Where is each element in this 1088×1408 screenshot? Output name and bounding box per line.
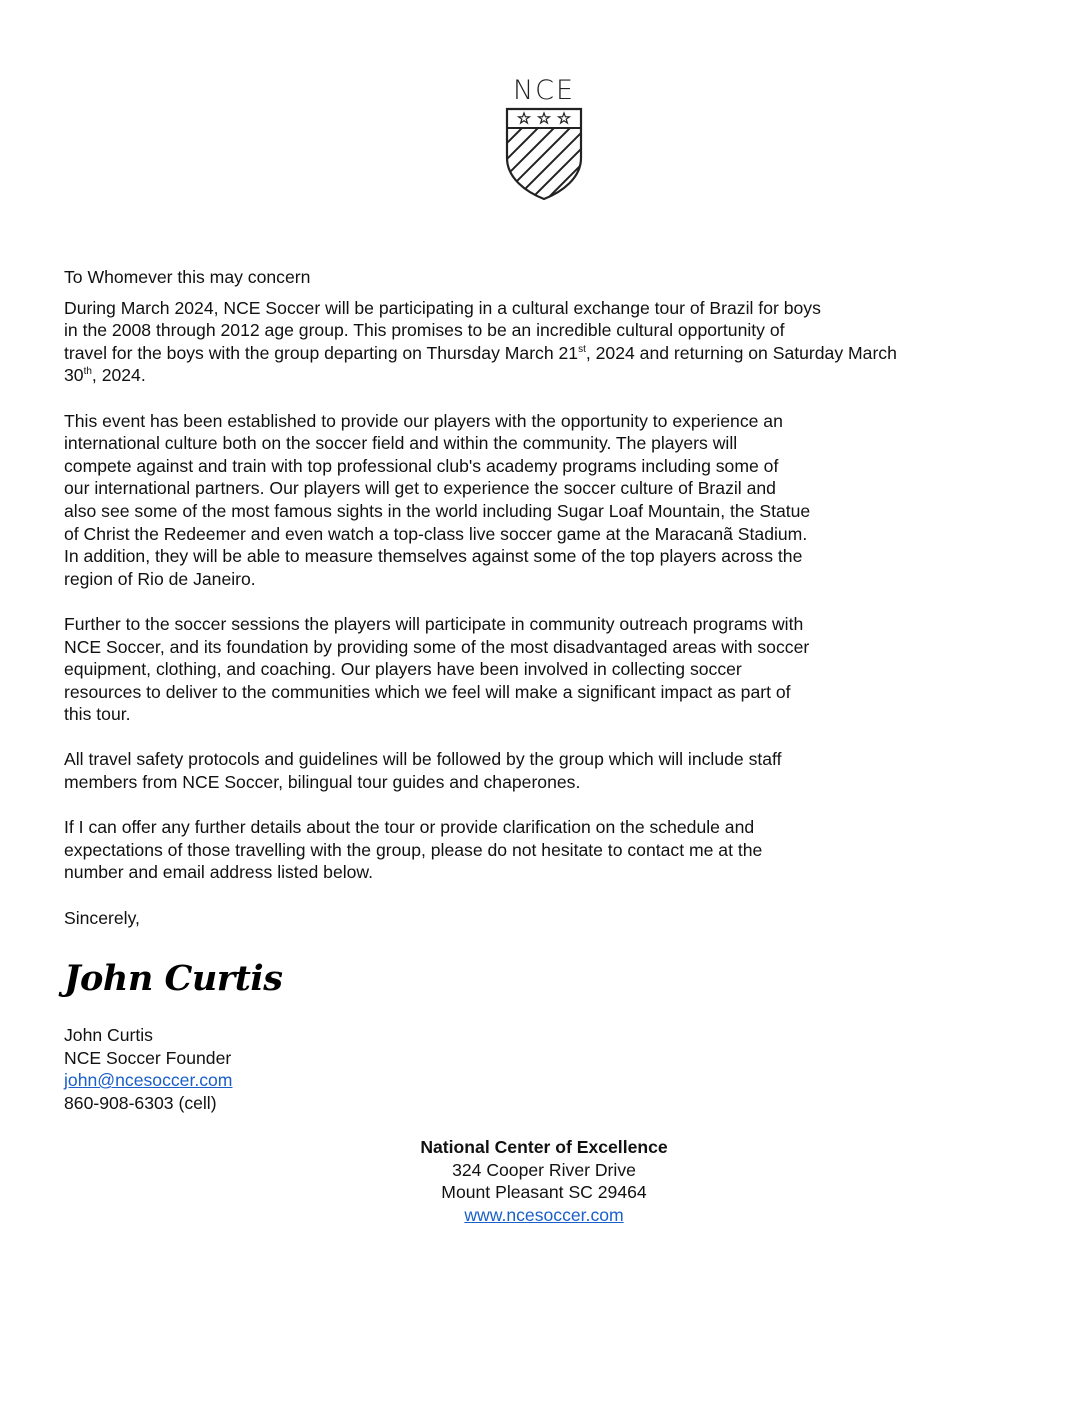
paragraph-line: During March 2024, NCE Soccer will be participating in a cultural exchange tour of Brazil for boys (64, 297, 821, 318)
paragraph-outreach (64, 613, 1024, 726)
shield-three-stars-logo-icon (504, 106, 584, 202)
paragraph-line: expectations of those travelling with the group, please do not hesitate to contact me at the (64, 839, 763, 860)
paragraph-line: international culture both on the soccer field and within the community. The players will (64, 433, 738, 454)
text-fragment: travel for the boys with the group departing on Thursday March 21 (64, 342, 579, 363)
paragraph-safety (64, 748, 1024, 793)
paragraph-line: This event has been established to provide our players with the opportunity to experience an (64, 410, 783, 431)
org-name: National Center of Excellence (420, 1137, 668, 1157)
nce-logo (502, 76, 586, 202)
paragraph-line: in the 2008 through 2012 age group. This promises to be an incredible cultural opportunity of (64, 320, 785, 341)
letter-body (64, 266, 1024, 929)
website-link[interactable]: www.ncesoccer.com (464, 1204, 624, 1225)
closing: Sincerely, (64, 907, 140, 928)
footer-address (0, 1136, 1088, 1226)
paragraph-line: NCE Soccer, and its foundation by providing some of the most disadvantaged areas with soccer (64, 636, 810, 657)
ordinal-suffix: th (83, 366, 92, 378)
paragraph-contact (64, 816, 1024, 884)
street-address: 324 Cooper River Drive (452, 1159, 636, 1180)
paragraph-line: of Christ the Redeemer and even watch a top-class live soccer game at the Maracanã Stadium. (64, 523, 808, 544)
city-state-zip: Mount Pleasant SC 29464 (441, 1182, 647, 1203)
text-fragment: , 2024. (91, 365, 146, 386)
email-link[interactable]: john@ncesoccer.com (64, 1070, 233, 1091)
paragraph-line: members from NCE Soccer, bilingual tour guides and chaperones. (64, 772, 581, 793)
logo-text: NCE (512, 75, 576, 106)
paragraph-event (64, 410, 1024, 591)
ordinal-suffix: st (578, 343, 586, 355)
paragraph-line: region of Rio de Janeiro. (64, 568, 256, 589)
paragraph-line: also see some of the most famous sights in the world including Sugar Loaf Mountain, the Statue (64, 500, 811, 521)
paragraph-line: equipment, clothing, and coaching. Our players have been involved in collecting soccer (64, 659, 742, 680)
paragraph-line: If I can offer any further details about the tour or provide clarification on the schedule and (64, 817, 755, 838)
paragraph-line: In addition, they will be able to measure themselves against some of the top players across the (64, 546, 803, 567)
signer-block (64, 1024, 232, 1114)
signer-phone: 860-908-6303 (cell) (64, 1092, 217, 1113)
paragraph-line: resources to deliver to the communities which we feel will make a significant impact as part of (64, 681, 791, 702)
paragraph-dates (64, 297, 1024, 387)
salutation: To Whomever this may concern (64, 267, 311, 287)
paragraph-line: this tour. (64, 704, 131, 725)
paragraph-line: our international partners. Our players will get to experience the soccer culture of Brazil and (64, 478, 776, 499)
paragraph-line: All travel safety protocols and guidelines will be followed by the group which will include staff (64, 749, 782, 770)
paragraph-line (64, 342, 1024, 365)
text-fragment: 30 (64, 365, 84, 386)
handwritten-signature: John Curtis (64, 958, 283, 999)
text-fragment: , 2024 and returning on Saturday March (585, 342, 897, 363)
paragraph-line: Further to the soccer sessions the players will participate in community outreach programs with (64, 613, 804, 634)
paragraph-line (64, 364, 1024, 387)
paragraph-line: compete against and train with top professional club's academy programs including some of (64, 455, 779, 476)
signer-title: NCE Soccer Founder (64, 1047, 232, 1068)
signer-name: John Curtis (64, 1025, 153, 1045)
paragraph-line: number and email address listed below. (64, 862, 374, 883)
